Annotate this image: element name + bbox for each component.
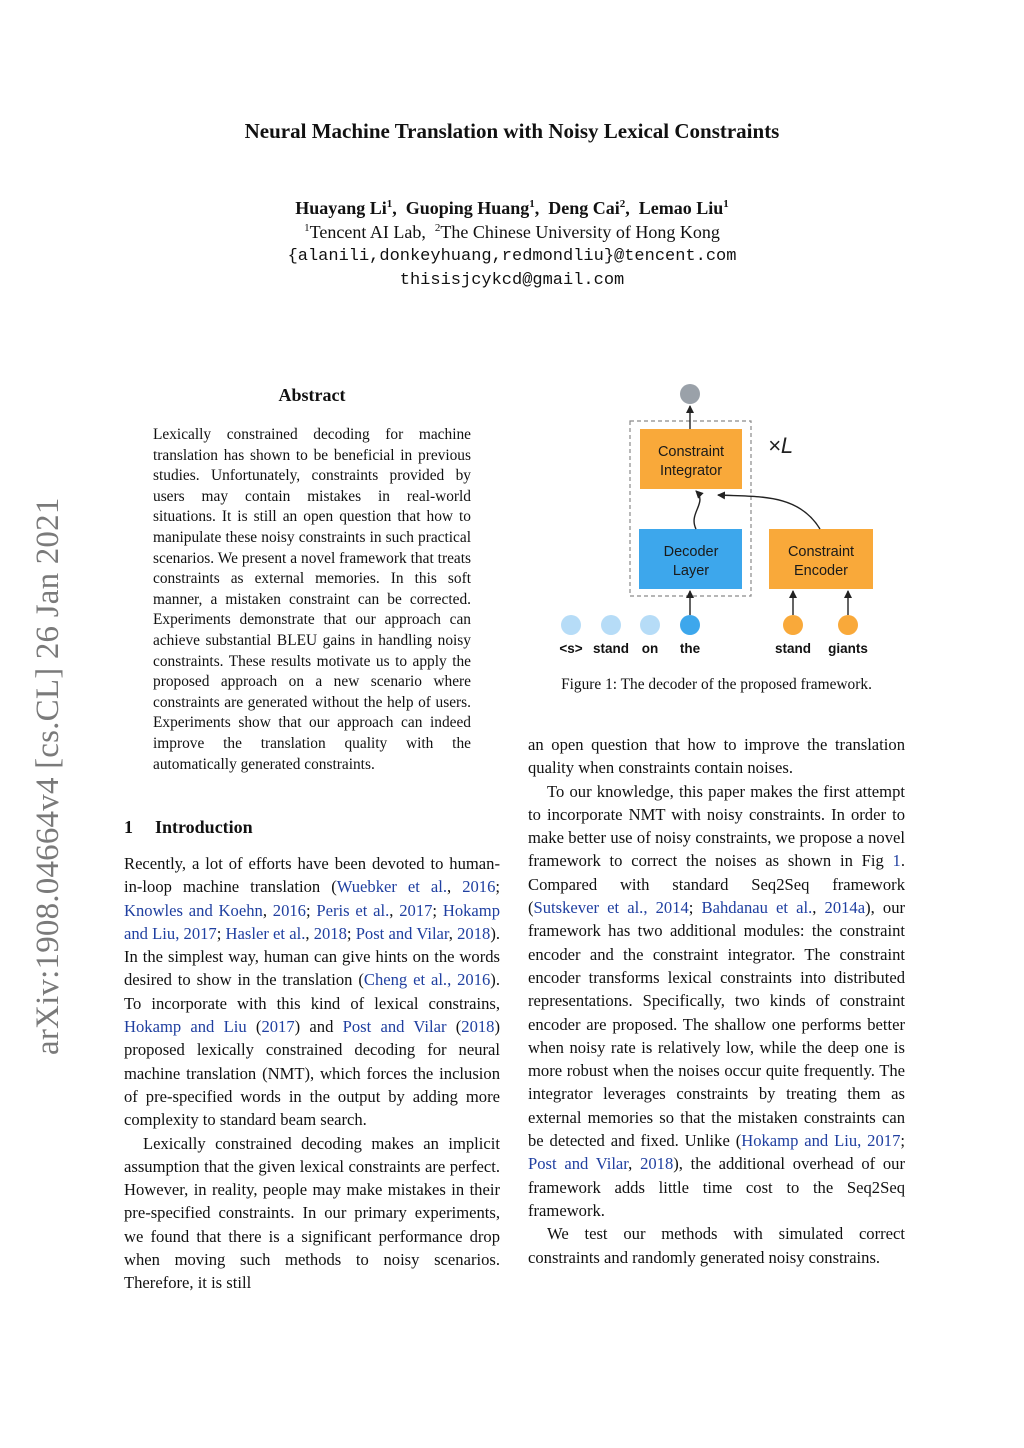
citation-link[interactable]: Hokamp and Liu, 2017 [741,1131,901,1151]
author-name: Lemao Liu [638,198,724,218]
citation-link[interactable]: Hokamp and Liu [124,1017,247,1037]
token-node [561,615,581,635]
affiliation-name: The Chinese University of Hong Kong [440,222,720,242]
left-column-body [124,852,500,1295]
token-label: stand [592,641,630,656]
section-heading [124,814,253,840]
paper-title: Neural Machine Translation with Noisy Lexical Constraints [244,119,780,143]
citation-link[interactable]: Peris et al. [316,900,390,920]
figure-caption: Figure 1: The decoder of the proposed framework. [561,676,872,693]
citation-link[interactable]: 2018 [313,923,347,943]
citation-link[interactable]: Post and Vilar [528,1154,629,1174]
paragraph: To our knowledge, this paper makes the first attempt to incorporate NMT with noisy constraints. In order to make better use of noisy constraints, we propose a novel framework to correct the noises as shown in Fig 1. Compared with standard Seq2Seq framework (Sutskever et al., 2014; Bahdanau et al., 2014a), our framework has two additional modules: the constraint encoder and the constraint integrator. The constraint encoder transforms lexical constraints into distributed representations. Specifically, two kinds of constraint encoder are proposed. The shallow one performs better when noisy rate is relatively low, while the deep one is more robust when the noises occur quite frequently. The integrator leverages constraints by treating them as external memories so that the mistaken constraints can be detected and fixed. Unlike (Hokamp and Liu, 2017; Post and Vilar, 2018), the additional overhead of our framework adds little time cost to the Seq2Seq framework. [528,781,906,1220]
citation-link[interactable]: 2018 [640,1154,674,1174]
author-name: Guoping Huang [405,198,530,218]
figure-1 [528,375,905,665]
affiliation-mark: 1 [304,222,310,234]
right-column-body [528,733,905,1269]
arxiv-stamp: arXiv:1908.04664v4 [cs.CL] 26 Jan 2021 [30,497,66,1055]
paragraph: Lexically constrained decoding makes an implicit assumption that the given lexical constraints are perfect. However, in reality, people may make mistakes in their pre-specified constraints. In our primary experiments, we found that there is a significant performance drop when moving such methods to noisy scenarios. Therefore, it is still [124,1133,500,1293]
citation-link[interactable]: Sutskever et al., 2014 [533,898,689,918]
paragraph: We test our methods with simulated correct constraints and randomly generated noisy constrains. [528,1224,905,1267]
citation-link[interactable]: Post and Vilar [355,923,449,943]
box-label: Layer [672,563,710,579]
author-affiliation-mark: 2 [619,198,626,210]
token-label: <s> [559,641,583,656]
affiliation-line: $^1$Tencent AI Lab, $^2$The Chinese University of Hong Kong [304,222,720,242]
paragraph: Recently, a lot of efforts have been devoted to human-in-loop machine translation (Wuebker et al., 2016; Knowles and Koehn, 2016; Peris et al., 2017; Hokamp and Liu, 2017; Hasler et al., 2018; Post and Vilar, 2018). In the simplest way, human can give hints on the words desired to show in the translation (Cheng et al., 2016). To incorporate with this kind of lexical constrains, Hokamp and Liu (2017) and Post and Vilar (2018) proposed lexically constrained decoding for neural machine translation (NMT), which forces the inclusion of pre-specified words in the output by adding more complexity to standard beam search. [124,854,500,1130]
citation-link[interactable]: 2018 [457,923,491,943]
author-name: Deng Cai [548,198,620,218]
citation-link[interactable]: 2016 [272,900,306,920]
box-label: Integrator [659,463,723,479]
email-line-secondary: thisisjcykcd@gmail.com [399,271,625,290]
section-number: 1 [124,817,133,837]
affiliation-name: Tencent AI Lab [309,222,422,242]
citation-link[interactable]: Post and Vilar [342,1017,447,1037]
citation-link[interactable]: Hasler et al. [225,923,306,943]
author-affiliation-mark: 1 [386,198,393,210]
box-label: Encoder [793,563,849,579]
citation-link[interactable]: 2017 [399,900,433,920]
citation-link[interactable]: Cheng et al., 2016 [363,970,491,990]
email-line: {alanili,donkeyhuang,redmondliu}@tencent.com [287,247,737,266]
token-node [783,615,803,635]
citation-link[interactable]: Bahdanau et al. [701,898,813,918]
author-affiliation-mark: 1 [723,198,729,210]
section-title: Introduction [155,817,253,837]
author-affiliation-mark: 1 [529,198,535,210]
box-label: Constraint [657,444,725,460]
token-node [601,615,621,635]
citation-link[interactable]: 2016 [462,877,496,897]
citation-link[interactable]: Hokamp and Liu, 2017 [124,900,500,943]
arrow [718,495,820,529]
token-label: stand [774,641,812,656]
arrow [694,491,700,529]
author-name: Huayang Li [295,198,387,218]
figure-reference-link[interactable]: 1 [892,851,901,871]
repeat-label: ×L [768,433,794,458]
author-list: Huayang Li$^1$, Guoping Huang$^1$, Deng Cai$^2$, Lemao Liu$^1$ [295,198,729,218]
box-label: Decoder [663,544,719,560]
token-label: giants [828,641,868,656]
citation-link[interactable]: Wuebker et al. [336,877,448,897]
token-node [640,615,660,635]
citation-link[interactable]: 2017 [261,1017,295,1037]
box-label: Constraint [787,544,855,560]
abstract-body: Lexically constrained decoding for machine translation has shown to be beneficial in previous studies. Unfortunately, constraints provided by users may contain mistakes in real-world situations. It is still an open question that how to manipulate these noisy constraints in such practical scenarios. We present a novel framework that treats constraints as external memories. In this soft manner, a mistaken constraint can be corrected. Experiments demonstrate that our approach can achieve substantial BLEU gains in handling noisy constraints. These results motivate us to apply the proposed approach on a new scenario where constraints are generated without the help of users. Experiments show that our approach can indeed improve the translation quality with the automatically generated constraints. [153,426,471,773]
paragraph: an open question that how to improve the translation quality when constraints contain noises. [528,735,905,778]
output-node [680,384,700,404]
citation-link[interactable]: 2014a [824,898,866,918]
abstract-heading: Abstract [278,385,346,405]
citation-link[interactable]: Knowles and Koehn [124,900,263,920]
token-node [680,615,700,635]
token-label: the [679,641,701,656]
affiliation-mark: 2 [434,222,441,234]
token-label: on [641,641,659,656]
token-node [838,615,858,635]
citation-link[interactable]: 2018 [461,1017,495,1037]
